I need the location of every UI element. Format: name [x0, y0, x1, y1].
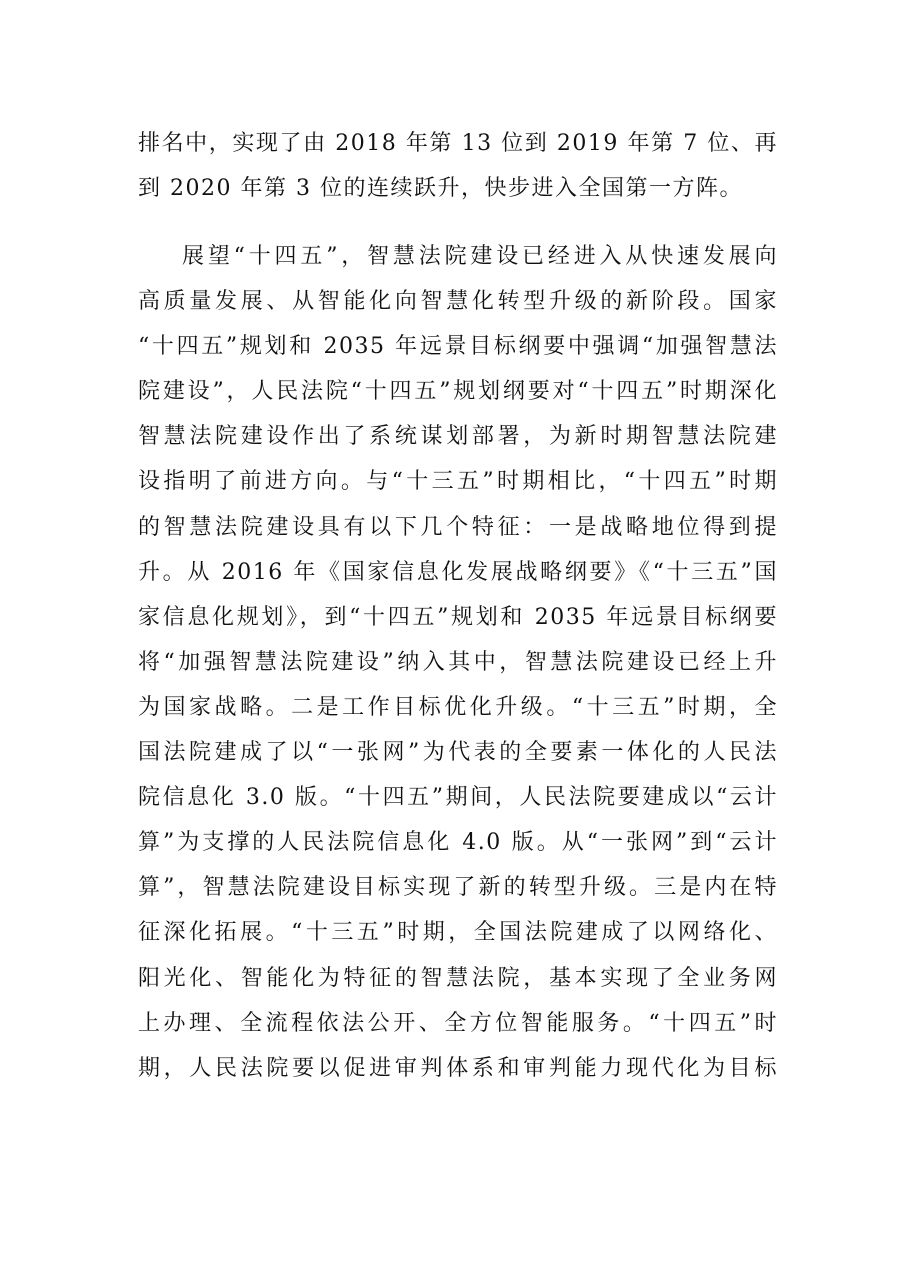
paragraph-line: 的智慧法院建设具有以下几个特征：一是战略地位得到提 [138, 514, 778, 540]
paragraph-outlook [138, 234, 778, 1091]
paragraph-line: 征深化拓展。“十三五”时期，全国法院建成了以网络化、 [138, 920, 778, 946]
paragraph-line: 高质量发展、从智能化向智慧化转型升级的新阶段。国家 [138, 289, 778, 315]
paragraph-line: 期，人民法院要以促进审判体系和审判能力现代化为目标 [138, 1055, 778, 1081]
paragraph-line: 为国家战略。二是工作目标优化升级。“十三五”时期，全 [138, 694, 778, 720]
paragraph-line: 到 2020 年第 3 位的连续跃升，快步进入全国第一方阵。 [138, 176, 743, 202]
paragraph-continued [138, 121, 778, 211]
paragraph-line: 展望“十四五”，智慧法院建设已经进入从快速发展向 [182, 244, 778, 269]
paragraph-line: 设指明了前进方向。与“十三五”时期相比，“十四五”时期 [138, 469, 778, 495]
paragraph-line: 国法院建成了以“一张网”为代表的全要素一体化的人民法 [138, 740, 778, 766]
paragraph-line: “十四五”规划和 2035 年远景目标纲要中强调“加强智慧法 [138, 334, 778, 360]
paragraph-line: 算”为支撑的人民法院信息化 4.0 版。从“一张网”到“云计 [138, 830, 778, 856]
paragraph-line: 将“加强智慧法院建设”纳入其中，智慧法院建设已经上升 [138, 649, 778, 675]
paragraph-line: 院建设”，人民法院“十四五”规划纲要对“十四五”时期深化 [138, 379, 778, 405]
paragraph-line: 智慧法院建设作出了系统谋划部署，为新时期智慧法院建 [138, 424, 778, 450]
paragraph-line: 家信息化规划》，到“十四五”规划和 2035 年远景目标纲要 [138, 604, 778, 630]
paragraph-line: 院信息化 3.0 版。“十四五”期间，人民法院要建成以“云计 [138, 785, 778, 811]
paragraph-line: 升。从 2016 年《国家信息化发展战略纲要》《“十三五”国 [138, 559, 778, 585]
paragraph-line: 上办理、全流程依法公开、全方位智能服务。“十四五”时 [138, 1010, 778, 1036]
paragraph-line: 阳光化、智能化为特征的智慧法院，基本实现了全业务网 [138, 965, 778, 991]
paragraph-line: 算”，智慧法院建设目标实现了新的转型升级。三是内在特 [138, 875, 778, 901]
paragraph-line: 排名中，实现了由 2018 年第 13 位到 2019 年第 7 位、再 [138, 131, 778, 156]
